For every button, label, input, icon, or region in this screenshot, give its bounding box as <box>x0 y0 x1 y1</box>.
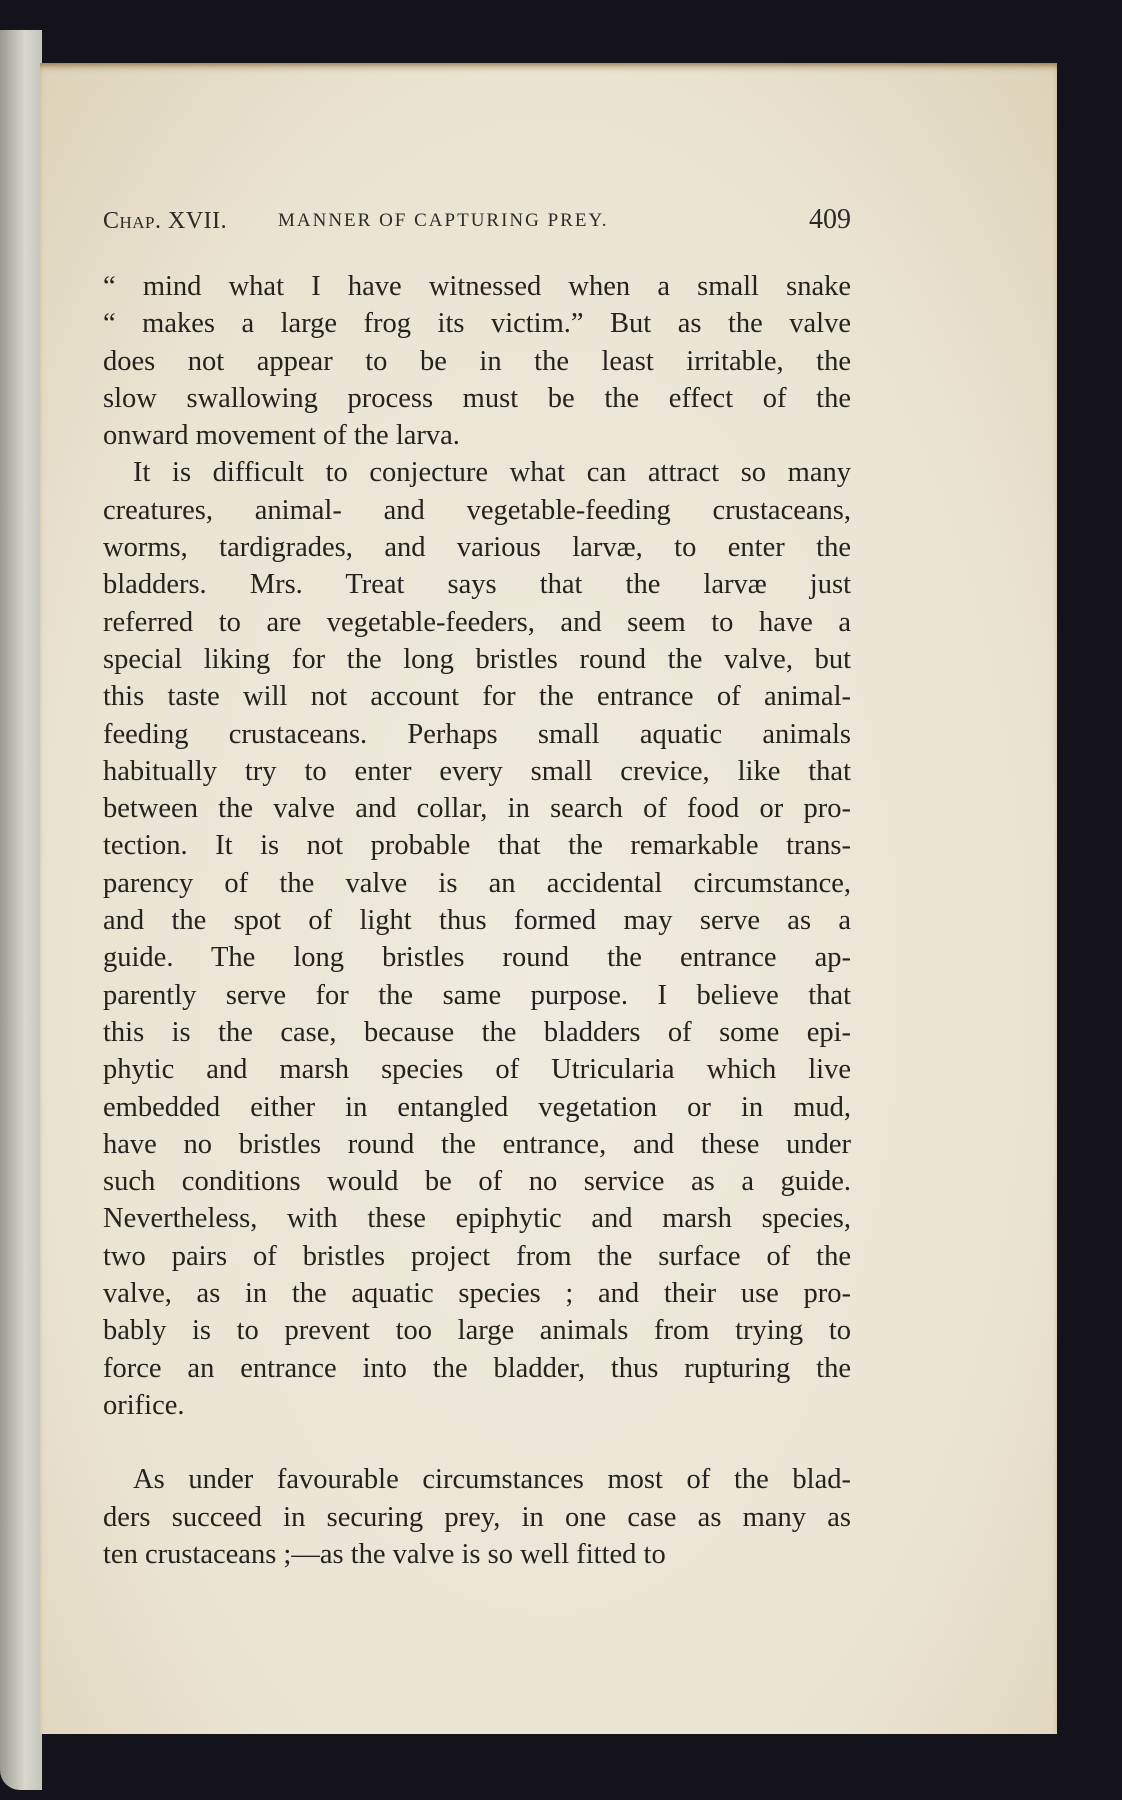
page-body-text <box>103 268 851 1573</box>
text-line: parently serve for the same purpose. I believe that <box>103 979 851 1011</box>
text-line: two pairs of bristles project from the surface of the <box>103 1240 851 1272</box>
text-line: this taste will not account for the entrance of animal- <box>103 681 851 713</box>
chapter-label: Chap. XVII. <box>103 208 228 234</box>
previous-page-edge <box>0 30 42 1790</box>
text-line: As under favourable circumstances most of the blad- <box>133 1464 851 1496</box>
text-line: “ mind what I have witnessed when a small snake <box>103 271 851 302</box>
text-line: between the valve and collar, in search of food or pro- <box>103 793 851 825</box>
text-line: habitually try to enter every small crevice, like that <box>103 755 851 787</box>
text-line: does not appear to be in the least irritable, the <box>103 345 851 377</box>
text-line: guide. The long bristles round the entrance ap- <box>103 942 851 974</box>
text-line: slow swallowing process must be the effect of the <box>103 382 851 414</box>
text-line: onward movement of the larva. <box>103 420 460 452</box>
text-line: have no bristles round the entrance, and these under <box>103 1128 851 1160</box>
running-header <box>103 204 851 240</box>
text-line: feeding crustaceans. Perhaps small aquatic animals <box>103 718 851 750</box>
text-line: bably is to prevent too large animals from trying to <box>103 1315 851 1347</box>
paragraph <box>103 268 851 454</box>
text-line: creatures, animal- and vegetable-feeding crustaceans, <box>103 494 851 526</box>
text-line: It is difficult to conjecture what can attract so many <box>133 457 851 489</box>
running-title: MANNER OF CAPTURING PREY. <box>278 210 609 231</box>
text-line: special liking for the long bristles round the valve, but <box>103 643 851 675</box>
text-line: force an entrance into the bladder, thus rupturing the <box>103 1352 851 1384</box>
text-line: orifice. <box>103 1389 185 1421</box>
page-number: 409 <box>809 204 851 235</box>
text-line: and the spot of light thus formed may serve as a <box>103 905 851 937</box>
text-line: valve, as in the aquatic species ; and their use pro- <box>103 1278 851 1310</box>
text-line: referred to are vegetable-feeders, and seem to have a <box>103 606 851 638</box>
paragraph <box>103 1461 851 1573</box>
paragraph-gap <box>103 1424 851 1461</box>
text-line: this is the case, because the bladders of some epi- <box>103 1016 851 1048</box>
text-line: parency of the valve is an accidental circumstance, <box>103 867 851 899</box>
text-line: ten crustaceans ;—as the valve is so well fitted to <box>103 1538 666 1570</box>
text-line: embedded either in entangled vegetation or in mud, <box>103 1091 851 1123</box>
text-line: “ makes a large frog its victim.” But as the valve <box>103 308 851 340</box>
text-line: Nevertheless, with these epiphytic and marsh species, <box>103 1203 851 1235</box>
text-line: worms, tardigrades, and various larvæ, to enter the <box>103 532 851 564</box>
text-line: ders succeed in securing prey, in one case as many as <box>103 1501 851 1533</box>
paragraph <box>103 454 851 1424</box>
text-line: tection. It is not probable that the remarkable trans- <box>103 830 851 862</box>
text-line: phytic and marsh species of Utricularia which live <box>103 1054 851 1086</box>
text-line: bladders. Mrs. Treat says that the larvæ just <box>103 569 851 601</box>
text-line: such conditions would be of no service as a guide. <box>103 1166 851 1198</box>
